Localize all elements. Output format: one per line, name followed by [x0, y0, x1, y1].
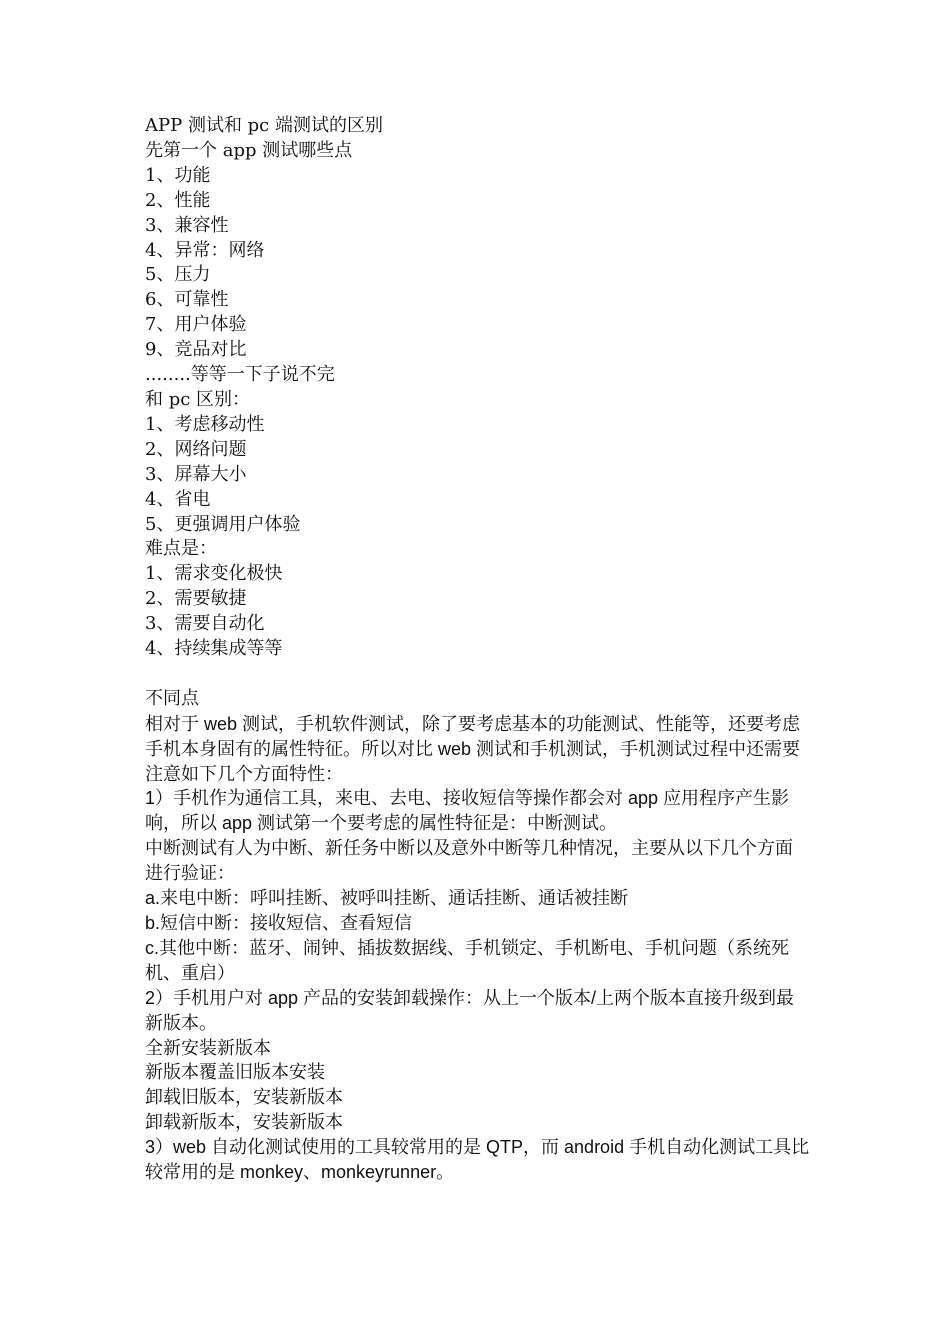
document-title: APP 测试和 pc 端测试的区别	[145, 115, 383, 136]
list-item: 1、功能	[145, 164, 211, 186]
list-item: 6、可靠性	[145, 289, 229, 311]
section-heading: 不同点	[145, 687, 199, 709]
list-item: 3、屏幕大小	[145, 463, 247, 485]
list-item: a.来电中断：呼叫挂断、被呼叫挂断、通话挂断、通话被挂断	[145, 888, 629, 909]
paragraph: 2）手机用户对 app 产品的安装卸载操作：从上一个版本/上两个版本直接升级到最新版本。	[145, 987, 795, 1033]
list-item: 2、性能	[145, 189, 211, 211]
document-body	[145, 114, 810, 1185]
section-heading: 难点是：	[145, 538, 217, 560]
list-item: 9、竞品对比	[145, 339, 247, 361]
list-item: 2、网络问题	[145, 438, 247, 460]
list-item: 3、需要自动化	[145, 613, 265, 635]
list-item: c.其他中断：蓝牙、闹钟、插拔数据线、手机锁定、手机断电、手机问题（系统死机、重启）	[145, 937, 789, 983]
list-item: 4、异常：网络	[145, 239, 265, 261]
list-item: 2、需要敏捷	[145, 588, 247, 610]
etc-line: ........等等一下子说不完	[145, 364, 335, 386]
list-item: 3、兼容性	[145, 214, 229, 236]
list-item: 4、持续集成等等	[145, 638, 283, 660]
list-item: 5、更强调用户体验	[145, 513, 301, 535]
list-item: 1、考虑移动性	[145, 413, 265, 435]
list-item: b.短信中断：接收短信、查看短信	[145, 912, 413, 933]
list-item: 7、用户体验	[145, 314, 247, 336]
paragraph: 中断测试有人为中断、新任务中断以及意外中断等几种情况，主要从以下几个方面进行验证：	[145, 838, 793, 884]
list-item: 新版本覆盖旧版本安装	[145, 1062, 325, 1083]
paragraph: 1）手机作为通信工具，来电、去电、接收短信等操作都会对 app 应用程序产生影响，所以 app 测试第一个要考虑的属性特征是：中断测试。	[145, 788, 790, 834]
list-item: 5、压力	[145, 264, 211, 286]
list-item: 全新安装新版本	[145, 1037, 271, 1058]
blank-line	[145, 662, 810, 687]
paragraph: 3）web 自动化测试使用的工具较常用的是 QTP，而 android 手机自动化测试工具比较常用的是 monkey、monkeyrunner。	[145, 1137, 810, 1183]
list-item: 卸载新版本，安装新版本	[145, 1112, 343, 1133]
list-item: 4、省电	[145, 488, 211, 510]
list-item: 卸载旧版本，安装新版本	[145, 1087, 343, 1108]
section-heading: 和 pc 区别：	[145, 388, 251, 410]
paragraph: 相对于 web 测试，手机软件测试，除了要考虑基本的功能测试、性能等，还要考虑手机本身固有的属性特征。所以对比 web 测试和手机测试，手机测试过程中还需要注意如下几个方面特性：	[145, 713, 801, 784]
intro-line: 先第一个 app 测试哪些点	[145, 139, 353, 161]
list-item: 1、需求变化极快	[145, 563, 283, 585]
